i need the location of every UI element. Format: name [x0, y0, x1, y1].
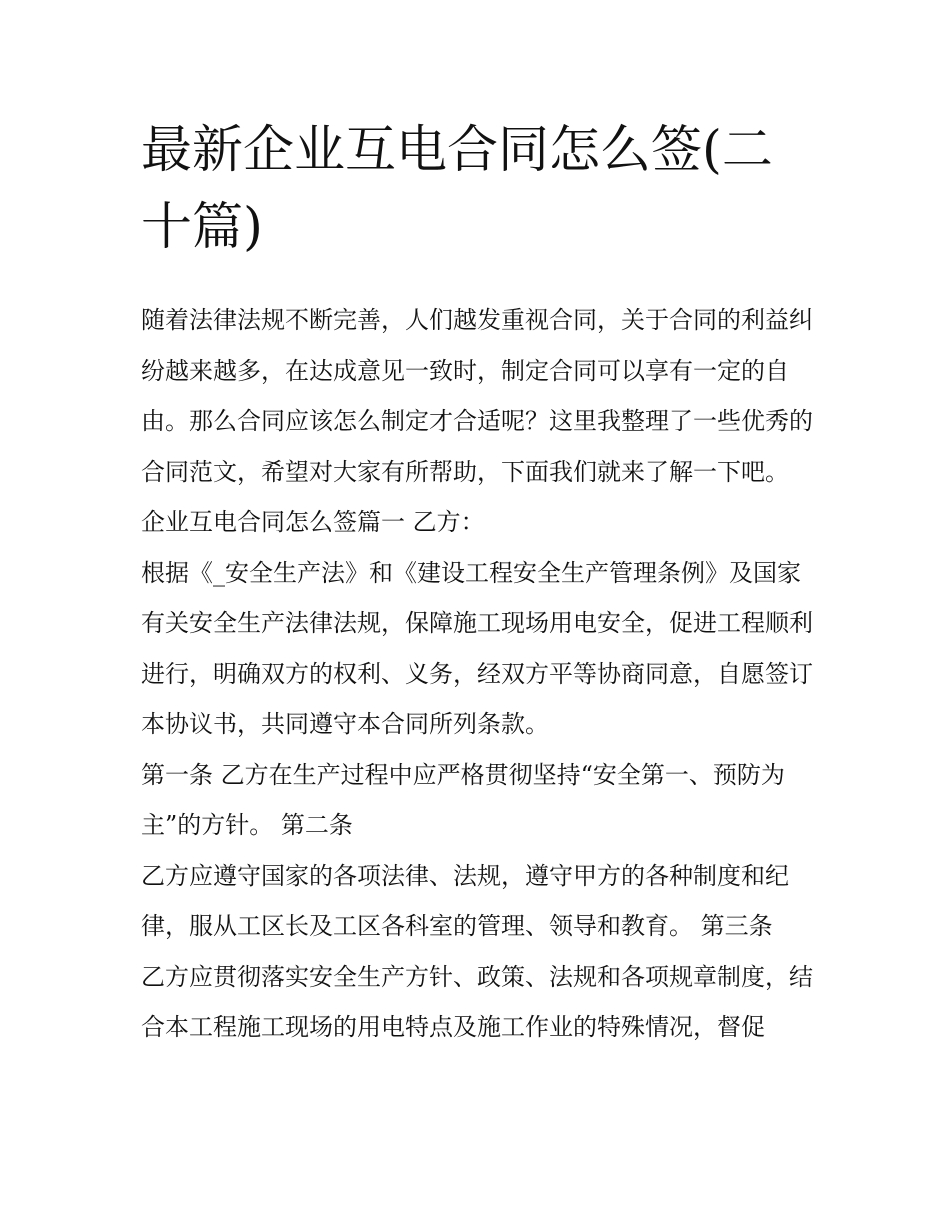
document-body: [141, 112, 813, 1053]
article-one-paragraph: 第一条 乙方在生产过程中应严格贯彻坚持“安全第一、预防为主”的方针。 第二条: [141, 760, 785, 839]
preamble-paragraph: 根据《_安全生产法》和《建设工程安全生产管理条例》及国家有关安全生产法律法规，保障施工现场用电安全，促进工程顺利进行，明确双方的权利、义务，经双方平等协商同意，自愿签订本协议书，共同遵守本合同所列条款。: [141, 558, 813, 738]
document-title: 最新企业互电合同怎么签(二十篇): [141, 121, 773, 257]
article-two-paragraph: 乙方应遵守国家的各项法律、法规，遵守甲方的各种制度和纪律，服从工区长及工区各科室的管理、领导和教育。 第三条: [141, 861, 789, 940]
article-three-paragraph: 乙方应贯彻落实安全生产方针、政策、法规和各项规章制度，结合本工程施工现场的用电特点及施工作业的特殊情况，督促: [141, 962, 813, 1041]
section-heading: 企业互电合同怎么签篇一 乙方：: [141, 508, 485, 536]
intro-paragraph: 随着法律法规不断完善，人们越发重视合同，关于合同的利益纠纷越来越多，在达成意见一致时，制定合同可以享有一定的自由。那么合同应该怎么制定才合适呢？这里我整理了一些优秀的合同范文，希望对大家有所帮助，下面我们就来了解一下吧。: [141, 306, 813, 486]
